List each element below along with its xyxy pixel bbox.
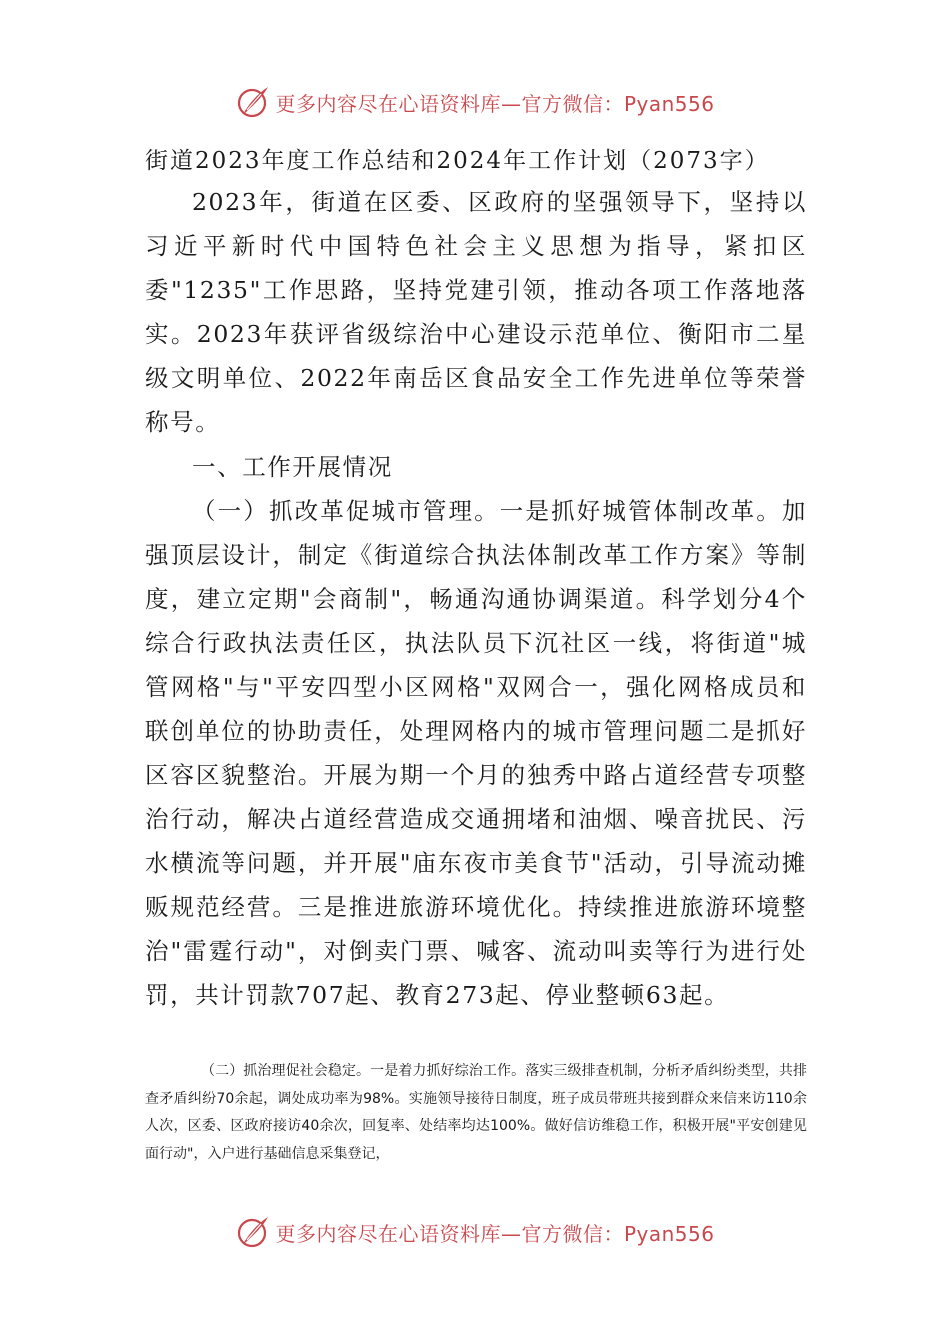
intro-paragraph: 2023年，街道在区委、区政府的坚强领导下，坚持以习近平新时代中国特色社会主义思想为指导，紧扣区委"1235"工作思路，坚持党建引领，推动各项工作落地落实。2023年获评省级综治中心建设示范单位、衡阳市二星级文明单位、2022年南岳区食品安全工作先进单位等荣誉称号。 (145, 188, 807, 436)
watermark-text: 更多内容尽在心语资料库—官方微信：Pyan556 (275, 1221, 715, 1246)
section-paragraph-urban-management: （一）抓改革促城市管理。一是抓好城管体制改革。加强顶层设计，制定《街道综合执法体制改革工作方案》等制度，建立定期"会商制"，畅通沟通协调渠道。科学划分4个综合行政执法责任区，执法队员下沉社区一线，将街道"城管网格"与"平安四型小区网格"双网合一，强化网格成员和联创单位的协助责任，处理网格内的城市管理问题二是抓好区容区貌整治。开展为期一个月的独秀中路占道经营专项整治行动，解决占道经营造成交通拥堵和油烟、噪音扰民、污水横流等问题，并开展"庙东夜市美食节"活动，引导流动摊贩规范经营。三是推进旅游环境优化。持续推进旅游环境整治"雷霆行动"，对倒卖门票、喊客、流动叫卖等行为进行处罚，共计罚款707起、教育273起、停业整顿63起。 (145, 497, 807, 1009)
section-paragraph-social-stability: （二）抓治理促社会稳定。一是着力抓好综治工作。落实三级排查机制，分析矛盾纠纷类型，共排查矛盾纠纷70余起，调处成功率为98%。实施领导接待日制度，班子成员带班共接到群众来信来访110余人次，区委、区政府接访40余次，回复率、处结率均达100%。做好信访维稳工作，积极开展"平安创建见面行动"，入户进行基础信息采集登记， (145, 1063, 807, 1162)
feather-pen-logo-icon (235, 84, 271, 120)
section-heading: 一、工作开展情况 (192, 453, 393, 481)
watermark-banner-bottom (0, 1212, 950, 1252)
watermark-text: 更多内容尽在心语资料库—官方微信：Pyan556 (275, 91, 715, 116)
watermark-banner-top (0, 82, 950, 122)
feather-pen-logo-icon (235, 1214, 271, 1250)
document-title: 街道2023年度工作总结和2024年工作计划（2073字） (145, 148, 770, 174)
